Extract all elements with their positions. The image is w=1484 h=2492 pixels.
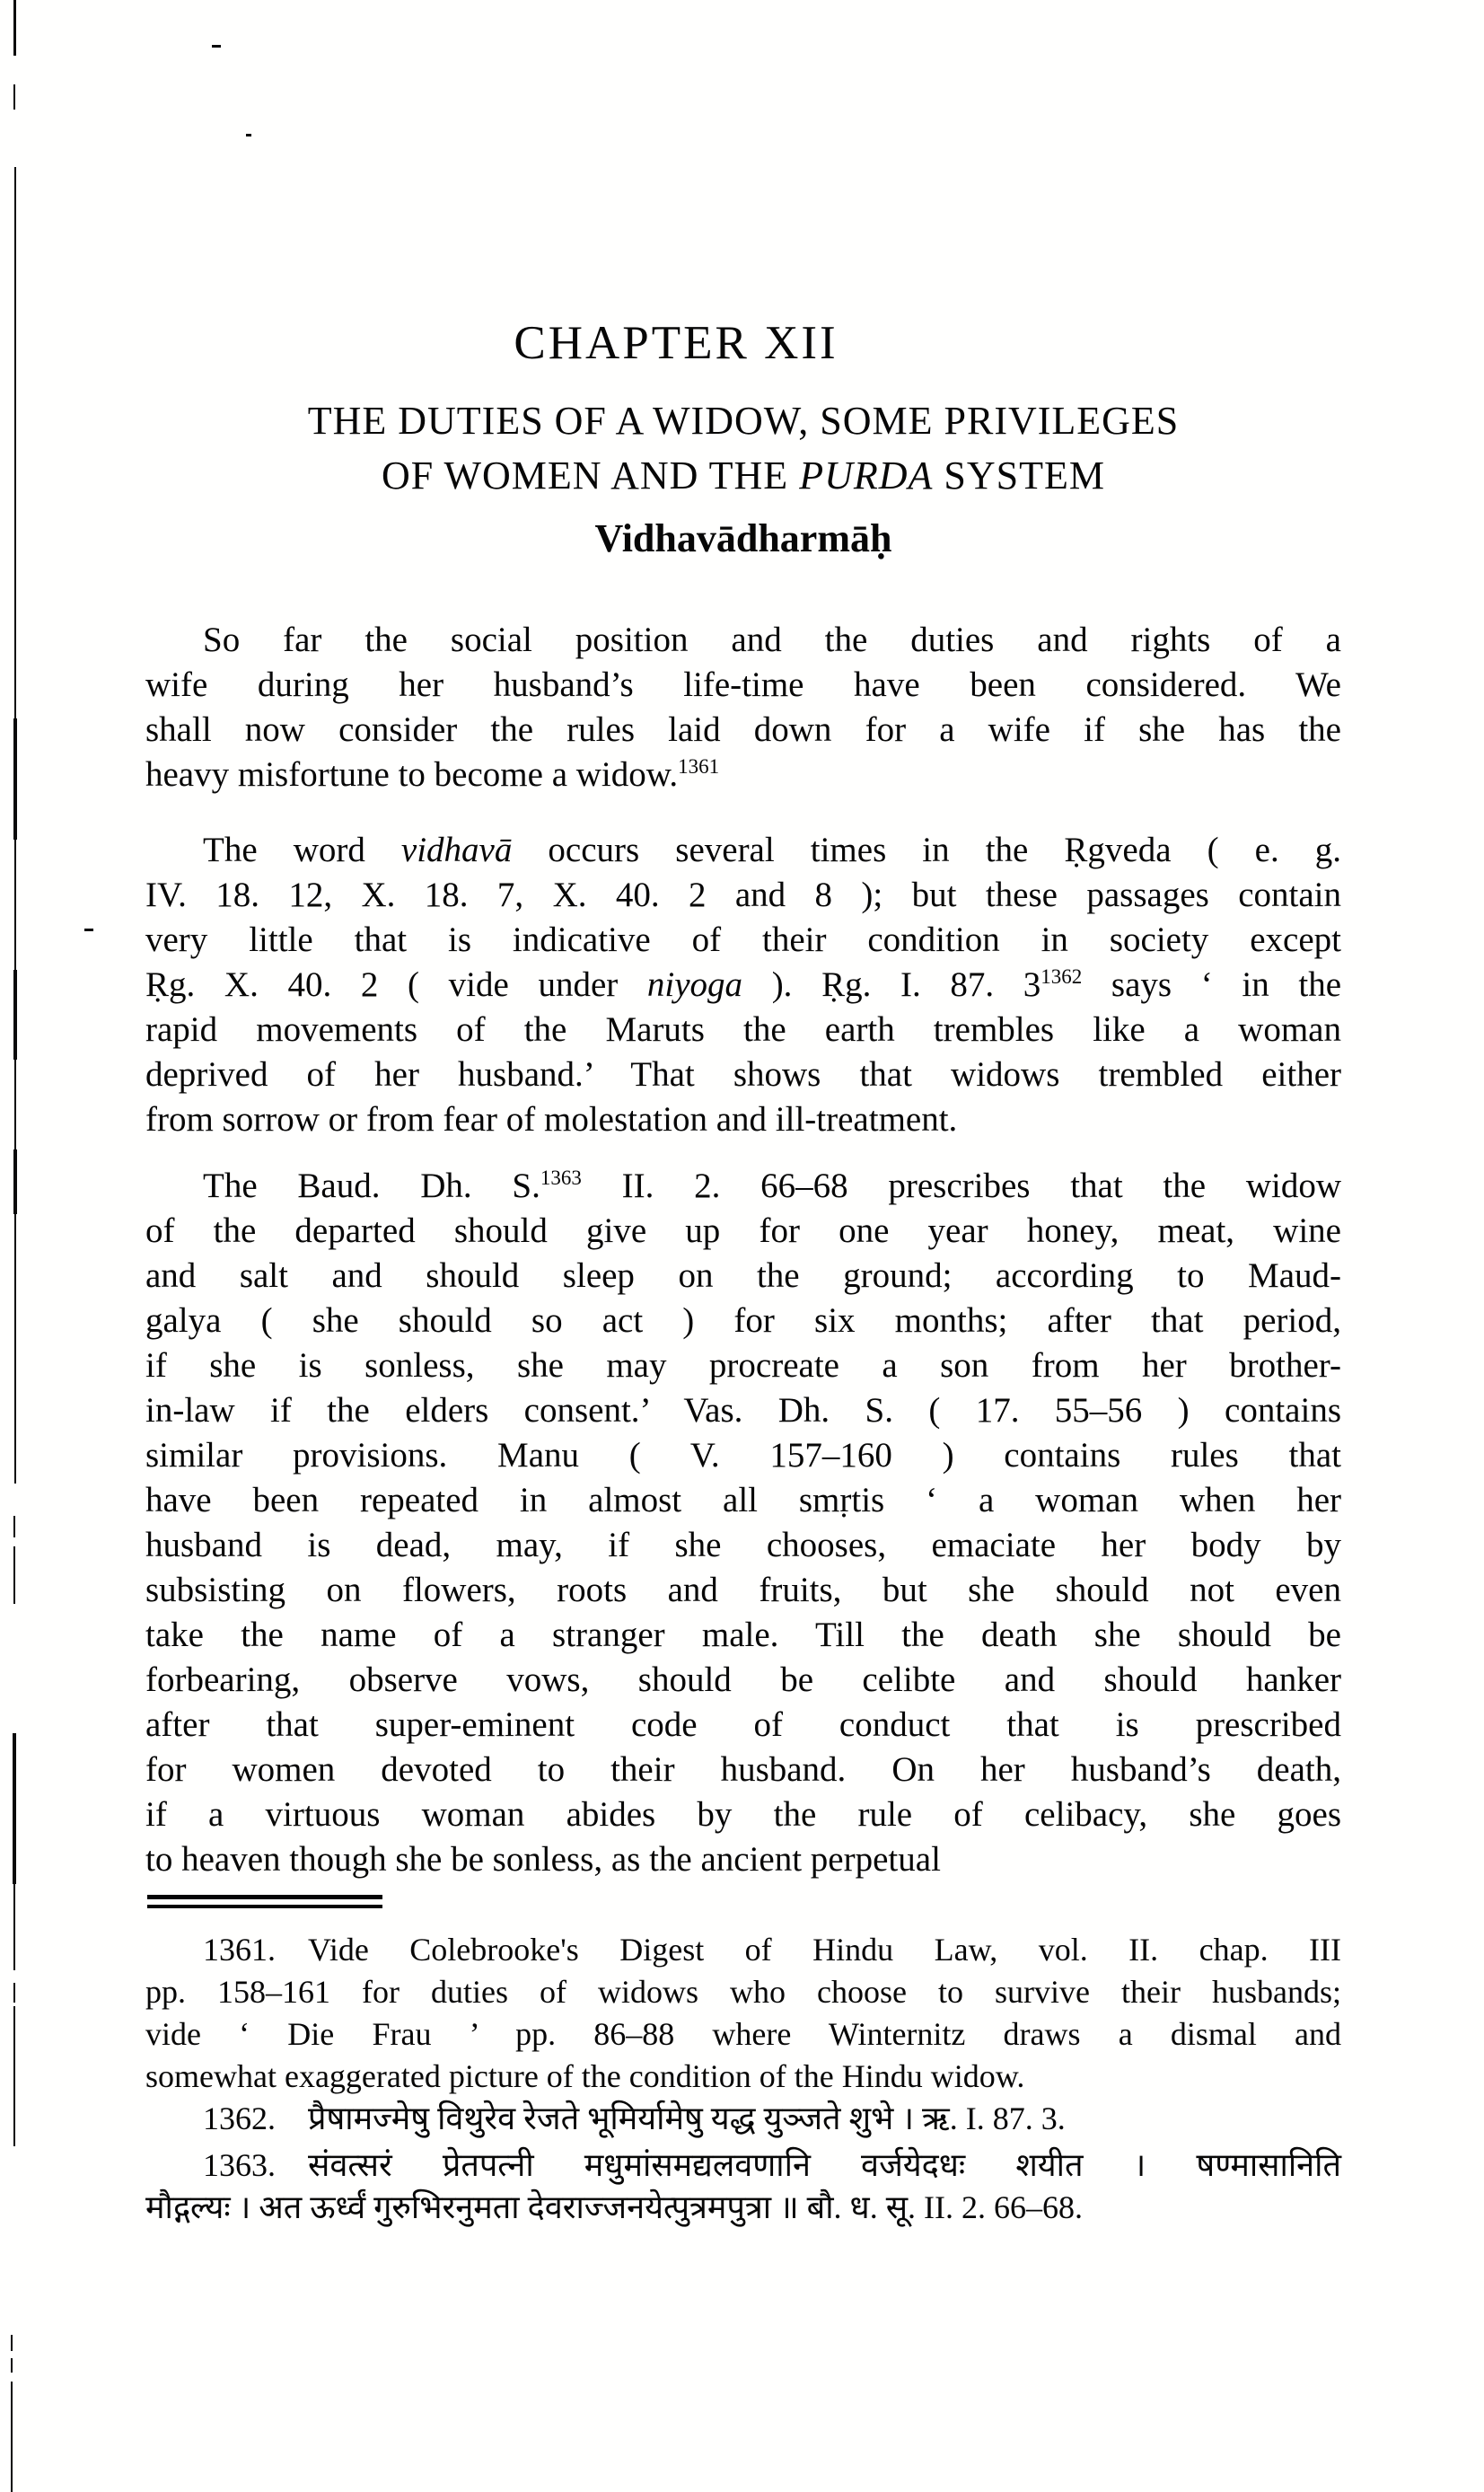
text-line — [145, 2098, 1341, 2140]
text-line — [145, 2187, 1341, 2229]
text-line — [145, 2144, 1341, 2187]
sanskrit-text: मौद्गल्यः । अत ऊर्ध्वं गुरुभिरनुमता देवराज्जनयेत्पुत्रमपुत्रा ॥ बौ. ध. सू. II. 2. 66–68. — [145, 2189, 1084, 2225]
text-line: deprived of her husband.’ That shows that widows trembled either — [145, 1055, 1341, 1094]
sanskrit-text: संवत्सरं प्रेतपत्नी मधुमांसमद्यलवणानि वर्जयेदधः शयीत । षण्मासानिति — [308, 2147, 1341, 2183]
footnote-number: 1362. — [203, 2100, 276, 2136]
text-line: for women devoted to their husband. On her husband’s death, — [145, 1750, 1341, 1789]
scan-artifact-line — [11, 2335, 13, 2351]
text-line: in-law if the elders consent.’ Vas. Dh. S. ( 17. 55–56 ) contains — [145, 1391, 1341, 1430]
scan-artifact-line — [13, 1733, 16, 1884]
text-line: if a virtuous woman abides by the rule of celibacy, she goes — [145, 1795, 1341, 1834]
italic-word: niyoga — [646, 965, 743, 1004]
paragraph-1 — [145, 618, 1341, 797]
scan-artifact-line — [13, 1884, 15, 1970]
footnote-ref-1361: 1361 — [678, 755, 720, 778]
text-line: similar provisions. Manu ( V. 157–160 ) contains rules that — [145, 1436, 1341, 1475]
scan-artifact-line — [13, 84, 15, 110]
scan-artifact-line — [13, 1516, 15, 1537]
footnote-divider — [147, 1895, 382, 1908]
scan-artifact-line — [14, 508, 16, 724]
scan-artifact-line — [13, 2006, 15, 2146]
text-line: 1361. Vide Colebrooke's Digest of Hindu Law, vol. II. chap. III — [203, 1932, 1341, 1968]
scan-artifact-line — [13, 0, 16, 56]
footnote-1361 — [145, 1929, 1341, 2098]
text-line: wife during her husband’s life-time have been considered. We — [145, 665, 1341, 704]
text-line: take the name of a stranger male. Till the death she should be — [145, 1616, 1341, 1654]
scan-artifact-line — [14, 1214, 16, 1484]
text-line: vide ‘ Die Frau ’ pp. 86–88 where Winternitz draws a dismal and — [145, 2016, 1341, 2052]
footnote-ref-1363: 1363 — [540, 1167, 582, 1189]
text-line: IV. 18. 12, X. 18. 7, X. 40. 2 and 8 ); but these passages contain — [145, 876, 1341, 914]
paragraph-3 — [145, 1164, 1341, 1882]
text-line: The Baud. Dh. S.$^{1363}$ II. 2. 66–68 prescribes that the widow — [203, 1167, 1341, 1205]
chapter-heading: CHAPTER XII — [514, 317, 839, 369]
title-line-2: OF WOMEN AND THE PURDA SYSTEM — [382, 453, 1105, 498]
text-line: to heaven though she be sonless, as the ancient perpetual — [145, 1840, 941, 1879]
scan-artifact-line — [13, 1546, 15, 1604]
scan-artifact-line — [14, 1060, 16, 1149]
text-column — [145, 0, 1341, 2492]
text-line: forbearing, observe vows, should be celibte and should hanker — [145, 1660, 1341, 1699]
sanskrit-text: प्रैषामज्मेषु विथुरेव रेजते भूमिर्यामेषु यद्ध युञ्जते शुभे । ऋ. I. 87. 3. — [308, 2100, 1066, 2136]
text-line: heavy misfortune to become a widow.$^{1361}$ — [145, 755, 720, 794]
text-line: have been repeated in almost all smṛtis ‘ a woman when her — [145, 1481, 1341, 1519]
scan-artifact-line — [13, 1983, 15, 2003]
text-line: shall now consider the rules laid down for a wife if she has the — [145, 710, 1341, 749]
text-line: subsisting on flowers, roots and fruits, but she should not even — [145, 1571, 1341, 1609]
scan-artifact-line — [13, 1149, 17, 1214]
scan-artifact-speck — [84, 929, 93, 931]
footnote-1362 — [145, 2098, 1341, 2140]
text-line: very little that is indicative of their condition in society except — [145, 920, 1341, 959]
title-line-1: THE DUTIES OF A WIDOW, SOME PRIVILEGES — [307, 399, 1180, 443]
scan-artifact-line — [14, 840, 16, 970]
italic-word: PURDA — [799, 453, 934, 498]
scan-artifact-line — [11, 2382, 13, 2492]
text-line: pp. 158–161 for duties of widows who choose to survive their husbands; — [145, 1974, 1341, 2010]
scan-artifact-line — [13, 970, 17, 1060]
italic-word: vidhavā — [400, 831, 513, 869]
scan-artifact-line — [11, 2358, 13, 2373]
text-line: galya ( she should so act ) for six months; after that period, — [145, 1301, 1341, 1340]
footnote-ref-1362: 1362 — [1041, 965, 1083, 988]
text-line: from sorrow or from fear of molestation and ill-treatment. — [145, 1100, 958, 1139]
paragraph-2 — [145, 828, 1341, 1142]
footnote-1363 — [145, 2144, 1341, 2229]
footnote-number: 1363. — [203, 2147, 276, 2183]
text-line: after that super-eminent code of conduct that is prescribed — [145, 1705, 1341, 1744]
text-line: of the departed should give up for one year honey, meat, wine — [145, 1211, 1341, 1250]
sanskrit-heading: Vidhavādharmāḥ — [594, 516, 892, 560]
text-line: somewhat exaggerated picture of the condition of the Hindu widow. — [145, 2058, 1025, 2094]
text-line: and salt and should sleep on the ground; according to Maud- — [145, 1256, 1341, 1295]
scan-artifact-line — [13, 718, 17, 840]
text-line: if she is sonless, she may procreate a son from her brother- — [145, 1346, 1341, 1385]
text-line: husband is dead, may, if she chooses, emaciate her body by — [145, 1526, 1341, 1564]
scan-artifact-line — [14, 167, 16, 508]
text-line: The word vidhavā occurs several times in the Ṛgveda ( e. g. — [203, 831, 1341, 869]
text-line: So far the social position and the duties and rights of a — [203, 621, 1341, 659]
text-line: rapid movements of the Maruts the earth trembles like a woman — [145, 1010, 1341, 1049]
chapter-title — [145, 393, 1341, 503]
text-line: Ṛg. X. 40. 2 ( vide under niyoga ). Ṛg. I. 87. $3^{1362}$ says ‘ in the — [145, 965, 1341, 1004]
footnote-number: 1361. — [203, 1932, 276, 1968]
